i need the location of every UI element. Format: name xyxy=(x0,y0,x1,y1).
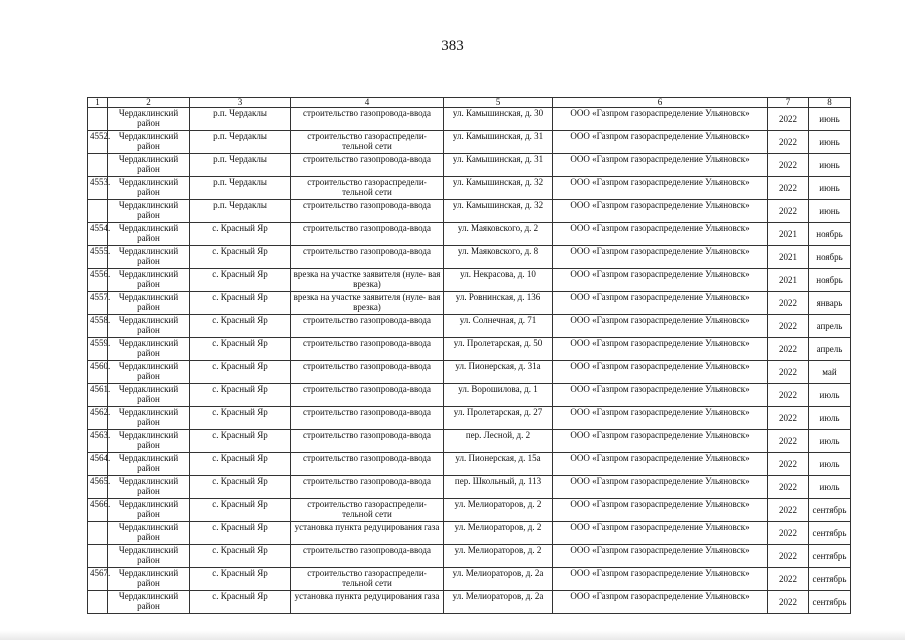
table-row xyxy=(88,545,851,568)
table-row xyxy=(88,384,851,407)
district-cell: Чердаклинский район xyxy=(108,315,190,338)
table-row xyxy=(88,108,851,131)
settlement-cell: с. Красный Яр xyxy=(190,338,291,361)
address-cell: ул. Некрасова, д. 10 xyxy=(444,269,553,292)
header-cell: 8 xyxy=(809,98,851,108)
address-cell: ул. Мелиораторов, д. 2 xyxy=(444,499,553,522)
settlement-cell: р.п. Чердаклы xyxy=(190,131,291,154)
work-type-cell: строительство газопровода-ввода xyxy=(291,223,444,246)
district-cell: Чердаклинский район xyxy=(108,154,190,177)
address-cell: ул. Мелиораторов, д. 2 xyxy=(444,545,553,568)
row-number: 4556. xyxy=(88,269,108,292)
address-cell: ул. Камышинская, д. 30 xyxy=(444,108,553,131)
row-number: 4553. xyxy=(88,177,108,200)
organization-cell: ООО «Газпром газораспределение Ульяновск» xyxy=(553,131,768,154)
district-cell: Чердаклинский район xyxy=(108,223,190,246)
district-cell: Чердаклинский район xyxy=(108,200,190,223)
month-cell: сентябрь xyxy=(809,522,851,545)
address-cell: пер. Лесной, д. 2 xyxy=(444,430,553,453)
address-cell: ул. Солнечная, д. 71 xyxy=(444,315,553,338)
table-row xyxy=(88,292,851,315)
organization-cell: ООО «Газпром газораспределение Ульяновск» xyxy=(553,269,768,292)
row-number: 4567. xyxy=(88,568,108,591)
address-cell: ул. Маяковского, д. 2 xyxy=(444,223,553,246)
district-cell: Чердаклинский район xyxy=(108,522,190,545)
settlement-cell: с. Красный Яр xyxy=(190,568,291,591)
table-row xyxy=(88,269,851,292)
year-cell: 2022 xyxy=(768,315,809,338)
district-cell: Чердаклинский район xyxy=(108,269,190,292)
header-cell: 3 xyxy=(190,98,291,108)
work-type-cell: строительство газопровода-ввода xyxy=(291,384,444,407)
row-number: 4566. xyxy=(88,499,108,522)
work-type-cell: врезка на участке заявителя (нуле- вая врезка) xyxy=(291,269,444,292)
district-cell: Чердаклинский район xyxy=(108,246,190,269)
settlement-cell: р.п. Чердаклы xyxy=(190,200,291,223)
table-row xyxy=(88,407,851,430)
organization-cell: ООО «Газпром газораспределение Ульяновск» xyxy=(553,384,768,407)
district-cell: Чердаклинский район xyxy=(108,568,190,591)
organization-cell: ООО «Газпром газораспределение Ульяновск» xyxy=(553,200,768,223)
column-number-header xyxy=(88,98,851,108)
district-cell: Чердаклинский район xyxy=(108,177,190,200)
month-cell: май xyxy=(809,361,851,384)
settlement-cell: с. Красный Яр xyxy=(190,476,291,499)
work-type-cell: установка пункта редуцирования газа xyxy=(291,522,444,545)
month-cell: июнь xyxy=(809,200,851,223)
month-cell: сентябрь xyxy=(809,499,851,522)
work-type-cell: установка пункта редуцирования газа xyxy=(291,591,444,614)
month-cell: июнь xyxy=(809,108,851,131)
district-cell: Чердаклинский район xyxy=(108,591,190,614)
month-cell: ноябрь xyxy=(809,223,851,246)
row-number: 4560. xyxy=(88,361,108,384)
work-type-cell: строительство газопровода-ввода xyxy=(291,200,444,223)
work-type-cell: строительство газопровода-ввода xyxy=(291,246,444,269)
organization-cell: ООО «Газпром газораспределение Ульяновск» xyxy=(553,453,768,476)
organization-cell: ООО «Газпром газораспределение Ульяновск» xyxy=(553,292,768,315)
row-number: 4559. xyxy=(88,338,108,361)
work-type-cell: строительство газопровода-ввода xyxy=(291,361,444,384)
year-cell: 2022 xyxy=(768,499,809,522)
organization-cell: ООО «Газпром газораспределение Ульяновск» xyxy=(553,246,768,269)
month-cell: июнь xyxy=(809,154,851,177)
header-cell: 5 xyxy=(444,98,553,108)
row-number: 4554. xyxy=(88,223,108,246)
month-cell: январь xyxy=(809,292,851,315)
district-cell: Чердаклинский район xyxy=(108,407,190,430)
district-cell: Чердаклинский район xyxy=(108,384,190,407)
month-cell: июль xyxy=(809,384,851,407)
scan-edge xyxy=(0,630,905,640)
work-type-cell: строительство газопровода-ввода xyxy=(291,315,444,338)
year-cell: 2022 xyxy=(768,568,809,591)
year-cell: 2021 xyxy=(768,269,809,292)
organization-cell: ООО «Газпром газораспределение Ульяновск» xyxy=(553,499,768,522)
year-cell: 2022 xyxy=(768,292,809,315)
work-type-cell: строительство газопровода-ввода xyxy=(291,338,444,361)
month-cell: июль xyxy=(809,476,851,499)
work-type-cell: строительство газораспредели- тельной сети xyxy=(291,568,444,591)
address-cell: ул. Камышинская, д. 32 xyxy=(444,177,553,200)
table-row xyxy=(88,522,851,545)
year-cell: 2022 xyxy=(768,361,809,384)
settlement-cell: с. Красный Яр xyxy=(190,430,291,453)
row-number xyxy=(88,591,108,614)
header-cell: 4 xyxy=(291,98,444,108)
header-cell: 6 xyxy=(553,98,768,108)
row-number xyxy=(88,154,108,177)
year-cell: 2022 xyxy=(768,338,809,361)
table-row xyxy=(88,499,851,522)
year-cell: 2022 xyxy=(768,407,809,430)
month-cell: сентябрь xyxy=(809,591,851,614)
address-cell: ул. Ворошилова, д. 1 xyxy=(444,384,553,407)
organization-cell: ООО «Газпром газораспределение Ульяновск» xyxy=(553,430,768,453)
settlement-cell: с. Красный Яр xyxy=(190,246,291,269)
year-cell: 2022 xyxy=(768,522,809,545)
organization-cell: ООО «Газпром газораспределение Ульяновск» xyxy=(553,223,768,246)
year-cell: 2022 xyxy=(768,384,809,407)
month-cell: ноябрь xyxy=(809,246,851,269)
work-type-cell: строительство газопровода-ввода xyxy=(291,154,444,177)
address-cell: пер. Школьный, д. 113 xyxy=(444,476,553,499)
settlement-cell: с. Красный Яр xyxy=(190,384,291,407)
table-row xyxy=(88,315,851,338)
table-row xyxy=(88,200,851,223)
month-cell: июль xyxy=(809,407,851,430)
address-cell: ул. Камышинская, д. 32 xyxy=(444,200,553,223)
address-cell: ул. Мелиораторов, д. 2а xyxy=(444,568,553,591)
district-cell: Чердаклинский район xyxy=(108,476,190,499)
year-cell: 2022 xyxy=(768,453,809,476)
district-cell: Чердаклинский район xyxy=(108,545,190,568)
organization-cell: ООО «Газпром газораспределение Ульяновск» xyxy=(553,407,768,430)
settlement-cell: с. Красный Яр xyxy=(190,223,291,246)
organization-cell: ООО «Газпром газораспределение Ульяновск» xyxy=(553,522,768,545)
year-cell: 2022 xyxy=(768,131,809,154)
month-cell: ноябрь xyxy=(809,269,851,292)
row-number xyxy=(88,545,108,568)
row-number xyxy=(88,108,108,131)
row-number xyxy=(88,522,108,545)
table-row xyxy=(88,246,851,269)
organization-cell: ООО «Газпром газораспределение Ульяновск» xyxy=(553,338,768,361)
table-row xyxy=(88,591,851,614)
work-type-cell: врезка на участке заявителя (нуле- вая врезка) xyxy=(291,292,444,315)
settlement-cell: р.п. Чердаклы xyxy=(190,108,291,131)
address-cell: ул. Пролетарская, д. 27 xyxy=(444,407,553,430)
month-cell: июнь xyxy=(809,177,851,200)
district-cell: Чердаклинский район xyxy=(108,430,190,453)
year-cell: 2021 xyxy=(768,223,809,246)
organization-cell: ООО «Газпром газораспределение Ульяновск» xyxy=(553,108,768,131)
district-cell: Чердаклинский район xyxy=(108,108,190,131)
organization-cell: ООО «Газпром газораспределение Ульяновск» xyxy=(553,476,768,499)
year-cell: 2022 xyxy=(768,591,809,614)
table-row xyxy=(88,453,851,476)
settlement-cell: с. Красный Яр xyxy=(190,315,291,338)
registry-table xyxy=(87,97,851,614)
address-cell: ул. Мелиораторов, д. 2а xyxy=(444,591,553,614)
table-row xyxy=(88,154,851,177)
row-number: 4557. xyxy=(88,292,108,315)
page-number: 383 xyxy=(441,38,464,54)
organization-cell: ООО «Газпром газораспределение Ульяновск» xyxy=(553,591,768,614)
row-number: 4558. xyxy=(88,315,108,338)
organization-cell: ООО «Газпром газораспределение Ульяновск» xyxy=(553,315,768,338)
district-cell: Чердаклинский район xyxy=(108,338,190,361)
settlement-cell: с. Красный Яр xyxy=(190,591,291,614)
district-cell: Чердаклинский район xyxy=(108,361,190,384)
district-cell: Чердаклинский район xyxy=(108,131,190,154)
year-cell: 2022 xyxy=(768,430,809,453)
year-cell: 2022 xyxy=(768,108,809,131)
month-cell: сентябрь xyxy=(809,545,851,568)
work-type-cell: строительство газопровода-ввода xyxy=(291,108,444,131)
address-cell: ул. Пионерская, д. 15а xyxy=(444,453,553,476)
district-cell: Чердаклинский район xyxy=(108,453,190,476)
row-number: 4562. xyxy=(88,407,108,430)
year-cell: 2022 xyxy=(768,545,809,568)
work-type-cell: строительство газопровода-ввода xyxy=(291,430,444,453)
organization-cell: ООО «Газпром газораспределение Ульяновск» xyxy=(553,545,768,568)
year-cell: 2022 xyxy=(768,177,809,200)
settlement-cell: с. Красный Яр xyxy=(190,407,291,430)
year-cell: 2022 xyxy=(768,154,809,177)
year-cell: 2022 xyxy=(768,476,809,499)
month-cell: июль xyxy=(809,453,851,476)
work-type-cell: строительство газопровода-ввода xyxy=(291,476,444,499)
work-type-cell: строительство газораспредели- тельной сети xyxy=(291,177,444,200)
organization-cell: ООО «Газпром газораспределение Ульяновск» xyxy=(553,154,768,177)
row-number: 4564. xyxy=(88,453,108,476)
settlement-cell: р.п. Чердаклы xyxy=(190,154,291,177)
district-cell: Чердаклинский район xyxy=(108,292,190,315)
settlement-cell: с. Красный Яр xyxy=(190,453,291,476)
table-row xyxy=(88,177,851,200)
year-cell: 2021 xyxy=(768,246,809,269)
row-number: 4565. xyxy=(88,476,108,499)
table-row xyxy=(88,361,851,384)
month-cell: июль xyxy=(809,430,851,453)
work-type-cell: строительство газораспредели- тельной сети xyxy=(291,131,444,154)
address-cell: ул. Мелиораторов, д. 2 xyxy=(444,522,553,545)
table-row xyxy=(88,568,851,591)
work-type-cell: строительство газопровода-ввода xyxy=(291,407,444,430)
settlement-cell: р.п. Чердаклы xyxy=(190,177,291,200)
registry-body xyxy=(88,98,851,614)
settlement-cell: с. Красный Яр xyxy=(190,545,291,568)
work-type-cell: строительство газопровода-ввода xyxy=(291,453,444,476)
address-cell: ул. Маяковского, д. 8 xyxy=(444,246,553,269)
settlement-cell: с. Красный Яр xyxy=(190,522,291,545)
address-cell: ул. Камышинская, д. 31 xyxy=(444,131,553,154)
address-cell: ул. Ровнинская, д. 136 xyxy=(444,292,553,315)
header-cell: 7 xyxy=(768,98,809,108)
table-row xyxy=(88,430,851,453)
address-cell: ул. Пионерская, д. 31а xyxy=(444,361,553,384)
work-type-cell: строительство газопровода-ввода xyxy=(291,545,444,568)
organization-cell: ООО «Газпром газораспределение Ульяновск» xyxy=(553,361,768,384)
table-row xyxy=(88,131,851,154)
table-row xyxy=(88,223,851,246)
address-cell: ул. Пролетарская, д. 50 xyxy=(444,338,553,361)
year-cell: 2022 xyxy=(768,200,809,223)
organization-cell: ООО «Газпром газораспределение Ульяновск» xyxy=(553,568,768,591)
district-cell: Чердаклинский район xyxy=(108,499,190,522)
table-row xyxy=(88,338,851,361)
month-cell: июнь xyxy=(809,131,851,154)
address-cell: ул. Камышинская, д. 31 xyxy=(444,154,553,177)
month-cell: апрель xyxy=(809,315,851,338)
organization-cell: ООО «Газпром газораспределение Ульяновск» xyxy=(553,177,768,200)
work-type-cell: строительство газораспредели- тельной сети xyxy=(291,499,444,522)
settlement-cell: с. Красный Яр xyxy=(190,361,291,384)
row-number: 4563. xyxy=(88,430,108,453)
table-row xyxy=(88,476,851,499)
row-number: 4555. xyxy=(88,246,108,269)
settlement-cell: с. Красный Яр xyxy=(190,292,291,315)
settlement-cell: с. Красный Яр xyxy=(190,499,291,522)
header-cell: 1 xyxy=(88,98,108,108)
month-cell: сентябрь xyxy=(809,568,851,591)
header-cell: 2 xyxy=(108,98,190,108)
month-cell: апрель xyxy=(809,338,851,361)
row-number xyxy=(88,200,108,223)
settlement-cell: с. Красный Яр xyxy=(190,269,291,292)
row-number: 4552. xyxy=(88,131,108,154)
row-number: 4561. xyxy=(88,384,108,407)
